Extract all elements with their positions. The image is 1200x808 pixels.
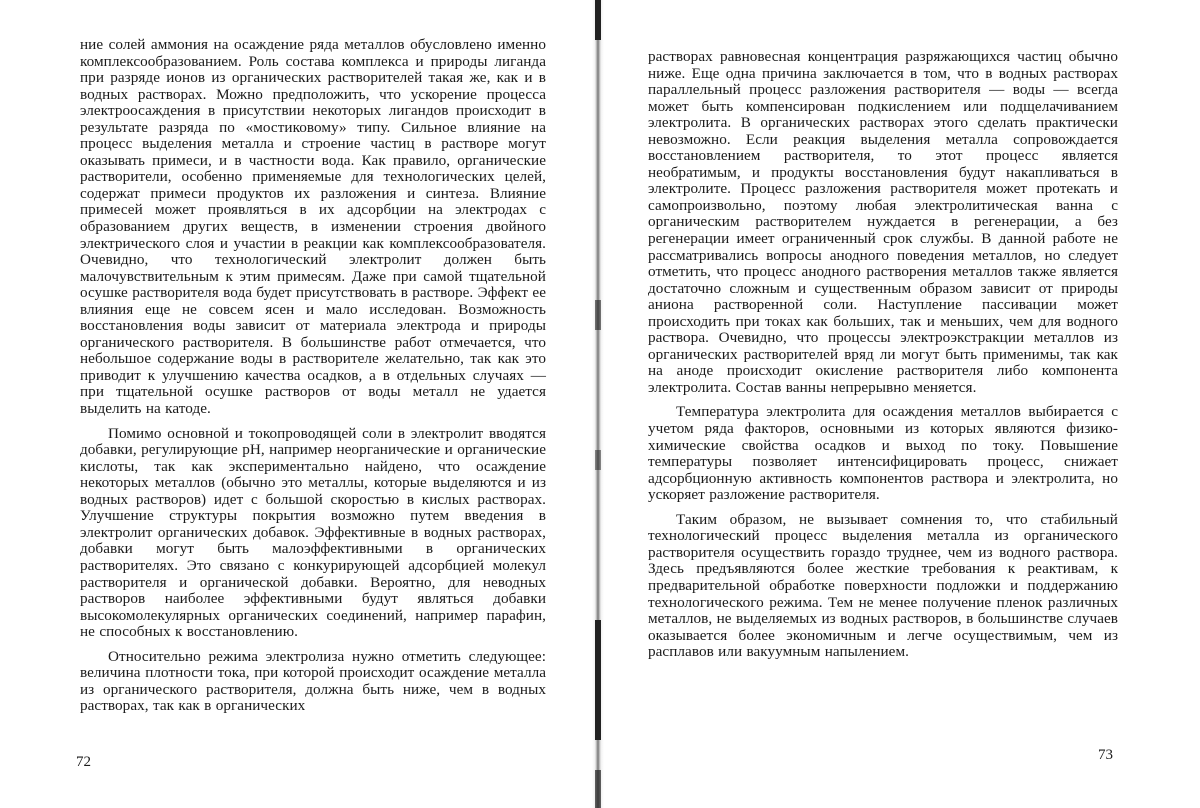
left-paragraph-1: ние солей аммония на осаждение ряда металлов обусловлено именно комплексообразованием. Роль состава комплекса и природы лиганда при разряде ионов из органических растворителей такая же, как и в водных растворах. Можно предположить, что ускорение процесса электроосаждения в присутствии некоторых лигандов происходит в результате разряда по «мостиковому» типу. Сильное влияние на процесс выделения металла и строение частиц в растворе могут оказывать примеси, и в частности вода. Как правило, органические растворители, особенно применяемые для технологических целей, содержат примеси продуктов их разложения и синтеза. Влияние примесей может проявляться в их адсорбции на электродах с образованием других веществ, в изменении строения двойного электрического слоя и участии в реакции как комплексообразователя. Очевидно, что технологический электролит должен быть малочувствительным к этим примесям. Даже при самой тщательной осушке растворителя вода будет присутствовать в растворе. Эффект ее влияния еще не совсем ясен и мало исследован. Возможность восстановления воды зависит от материала электрода и природы органического растворителя. В большинстве работ отмечается, что небольшое содержание воды в растворителе желательно, так как это приводит к улучшению качества осадков, а в отдельных случаях — при тщательной осушке растворов от воды металл не удается выделить на катоде. [80,36,546,418]
gutter-shadow-mark [595,0,601,40]
gutter-shadow-mark [595,770,601,808]
right-page-number: 73 [1098,747,1113,763]
gutter-shadow-mark [595,450,601,470]
right-paragraph-2: Температура электролита для осаждения металлов выбирается с учетом ряда факторов, основными из которых являются физико-химические свойства осадков и выход по току. Повышение температуры позволяет интенсифицировать процесс, снижает адсорбционную активность компонентов раствора и электролита, но ускоряет разложение растворителя. [648,403,1118,504]
gutter-shadow-mark [595,620,601,740]
left-paragraph-3: Относительно режима электролиза нужно отметить следующее: величина плотности тока, при которой происходит осаждение металла из органического растворителя, должна быть ниже, чем в водных растворах, так как в органических [80,647,546,715]
left-page [0,0,596,808]
right-paragraph-1: растворах равновесная концентрация разряжающихся частиц обычно ниже. Еще одна причина заключается в том, что в водных растворах параллельный процесс разложения растворителя — воды — всегда может быть компенсирован подкислением или подщелачиванием электролита. В органических растворах этого сделать практически невозможно. Если реакция выделения металла сопровождается восстановлением растворителя, то этот процесс является необратимым, и продукты восстановления будут накапливаться в электролите. Процесс разложения растворителя может протекать и самопроизвольно, поэтому любая электролитическая ванна с органическим растворителем нуждается в регенерации, а без регенерации имеет ограниченный срок службы. В данной работе не рассматривались вопросы анодного поведения металлов, но следует отметить, что процесс анодного растворения металлов также является достаточно сложным и существенным образом зависит от природы аниона растворенной соли. Наступление пассивации может происходить при токах как больших, так и меньших, чем для водного раствора. Очевидно, что процессы электроэкстракции металлов из органических растворителей вряд ли могут быть применимы, так как на аноде происходит окисление растворителя либо компонента электролита. Состав ванны непрерывно меняется. [648,48,1118,396]
gutter-shadow-mark [595,300,601,330]
right-page-text [648,49,1118,661]
left-page-text [80,37,546,715]
right-page [604,0,1200,808]
right-paragraph-3: Таким образом, не вызывает сомнения то, что стабильный технологический процесс выделения металла из органического растворителя осуществить гораздо труднее, чем из водного раствора. Здесь предъявляются более жесткие требования к реактивам, к предварительной обработке поверхности подложки и поддержанию технологического режима. Тем не менее получение пленок различных металлов, не выделяемых из водных растворов, в большинстве случаев оказывается более экономичным и легче осуществимым, чем из расплавов или вакуумным напылением. [648,510,1118,661]
book-gutter [592,0,604,808]
left-page-number: 72 [76,754,91,770]
left-paragraph-2: Помимо основной и токопроводящей соли в электролит вводятся добавки, регулирующие pH, например неорганические и органические кислоты, так как экспериментально найдено, что осаждение некоторых металлов (обычно это металлы, которые выделяются и из водных растворов) идет с большой скоростью в кислых растворах. Улучшение структуры покрытия возможно путем введения в электролит органических добавок. Эффективные в водных растворах, добавки могут быть малоэффективными в органических растворителях. Это связано с конкурирующей адсорбцией молекул растворителя и органической добавки. Вероятно, для неводных растворов наиболее эффективными будут являться добавки высокомолекулярных органических соединений, например парафин, не способных к восстановлению. [80,424,546,641]
